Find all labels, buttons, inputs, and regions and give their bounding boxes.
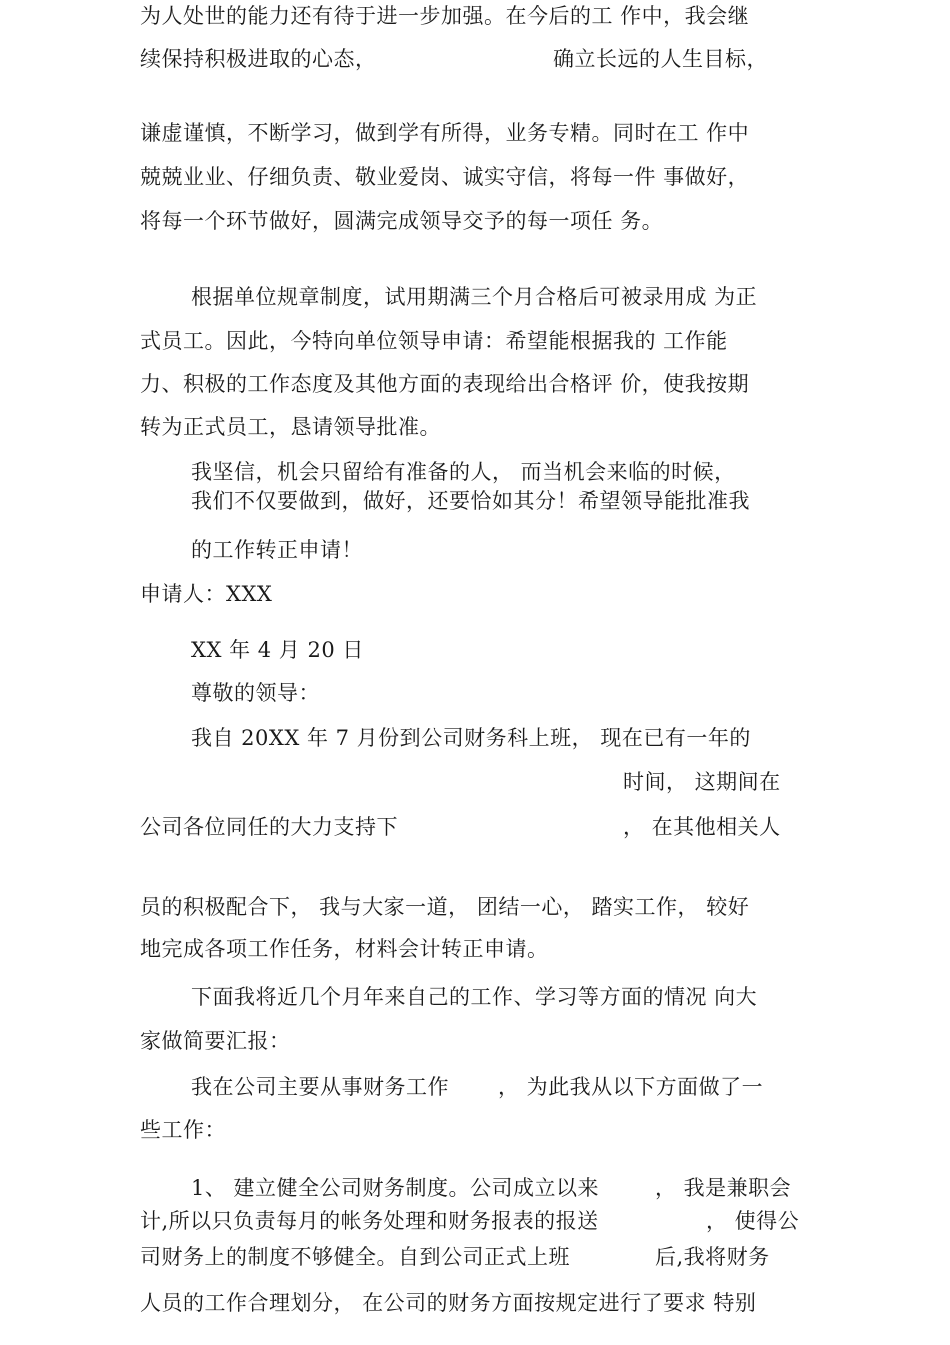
text-line: 式员工。因此，今特向单位领导申请：希望能根据我的 工作能 xyxy=(140,329,728,353)
text-line: 司财务上的制度不够健全。自到公司正式上班 xyxy=(140,1245,570,1269)
text-line: 确立长远的人生目标， xyxy=(553,47,768,71)
text-line: 人员的工作合理划分， 在公司的财务方面按规定进行了要求 特别 xyxy=(140,1291,757,1315)
text-line: 计,所以只负责每月的帐务处理和财务报表的报送 xyxy=(140,1209,599,1233)
text-line: 员的积极配合下， 我与大家一道， 团结一心， 踏实工作， 较好 xyxy=(140,895,750,919)
applicant-line: 申请人：XXX xyxy=(140,582,273,606)
text-line: 我们不仅要做到，做好，还要恰如其分！希望领导能批准我 xyxy=(191,489,750,513)
text-line: ， 为此我从以下方面做了一 xyxy=(498,1075,764,1099)
text-line: 我坚信，机会只留给有准备的人， 而当机会来临的时候， xyxy=(191,460,736,484)
text-line: 我自 20XX 年 7 月份到公司财务科上班， 现在已有一年的 xyxy=(191,726,751,750)
text-line: 后,我将财务 xyxy=(655,1245,770,1269)
text-line: 转为正式员工，恳请领导批准。 xyxy=(140,415,441,439)
text-line: ， 我是兼职会 xyxy=(655,1176,792,1200)
text-line: 根据单位规章制度，试用期满三个月合格后可被录用成 为正 xyxy=(191,285,758,309)
text-line: 我在公司主要从事财务工作 xyxy=(191,1075,449,1099)
text-line: 谦虚谨慎，不断学习，做到学有所得，业务专精。同时在工 作中 xyxy=(140,121,750,145)
text-line: 力、积极的工作态度及其他方面的表现给出合格评 价，使我按期 xyxy=(140,372,750,396)
text-line: 为人处世的能力还有待于进一步加强。在今后的工 作中，我会继 xyxy=(140,4,750,28)
text-line: 下面我将近几个月年来自己的工作、学习等方面的情况 向大 xyxy=(191,985,758,1009)
text-line: 地完成各项工作任务，材料会计转正申请。 xyxy=(140,937,549,961)
text-line: 将每一个环节做好，圆满完成领导交予的每一项任 务。 xyxy=(140,209,664,233)
text-line: 家做简要汇报： xyxy=(140,1029,291,1053)
text-line: 兢兢业业、仔细负责、敬业爱岗、诚实守信，将每一件 事做好， xyxy=(140,165,750,189)
text-line: 时间， 这期间在 xyxy=(623,770,781,794)
text-line: ， 在其他相关人 xyxy=(623,815,781,839)
date-line: XX 年 4 月 20 日 xyxy=(191,638,364,662)
text-line: 续保持积极进取的心态， xyxy=(140,47,377,71)
text-line: 1、 建立健全公司财务制度。公司成立以来 xyxy=(191,1176,600,1200)
salutation: 尊敬的领导： xyxy=(191,681,320,705)
text-line: 的工作转正申请！ xyxy=(191,538,363,562)
text-line: 些工作： xyxy=(140,1118,226,1142)
text-line: 公司各位同任的大力支持下 xyxy=(140,815,398,839)
text-line: ， 使得公 xyxy=(706,1209,800,1233)
